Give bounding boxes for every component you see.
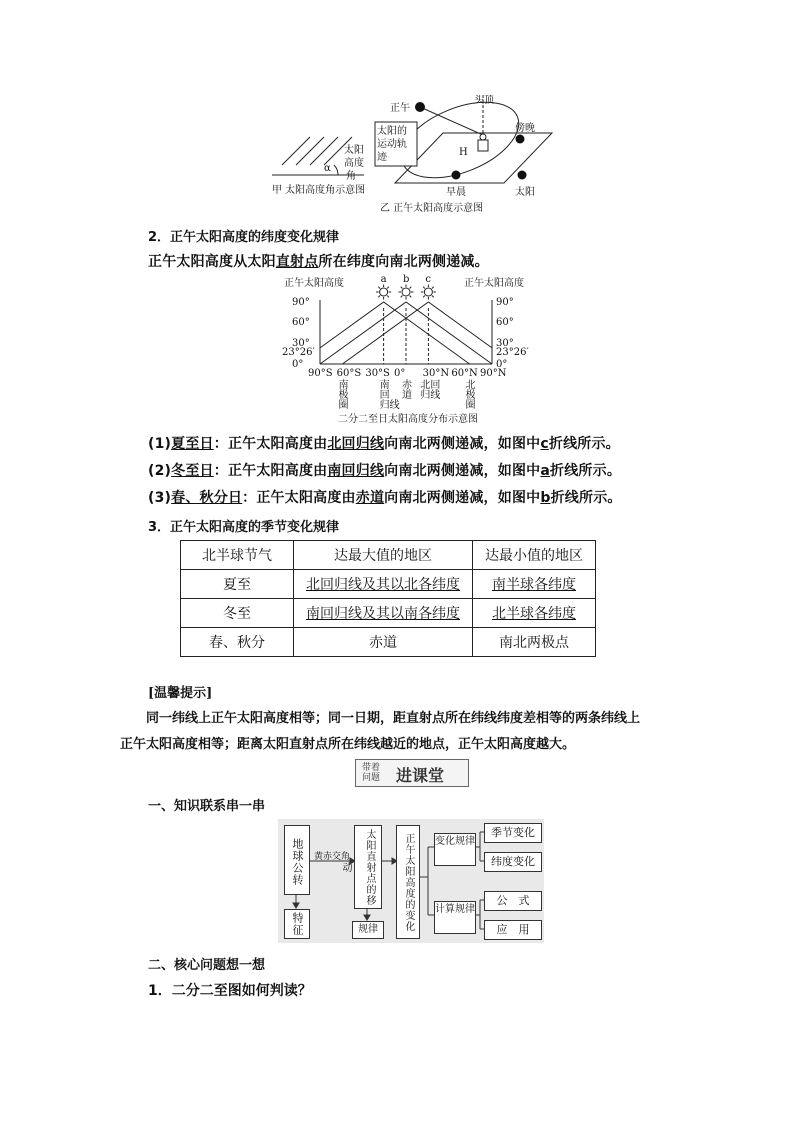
x-tick-label: 30°S (365, 368, 390, 379)
zone-label: 圈 (465, 400, 476, 411)
zone-label: 道 (402, 390, 412, 401)
class-banner (355, 759, 469, 787)
table-cell: 赤道 (294, 628, 473, 657)
item-text: 冬至日 (171, 463, 214, 479)
table-header: 达最大值的地区 (294, 541, 473, 570)
zone-label: 南 (379, 380, 390, 391)
list-item (148, 487, 622, 507)
zone-label: 归线 (379, 400, 400, 411)
svg-text:迹: 迹 (377, 152, 387, 163)
list-item (148, 433, 620, 453)
item-text: 向南北两侧递减，如图中 (384, 490, 541, 506)
morning-sun (452, 171, 461, 180)
zone-label: 极 (338, 390, 349, 401)
fig2-caption: 二分二至日太阳高度分布示意图 (338, 414, 478, 425)
zone-label: 归线 (420, 390, 441, 401)
sun-ray (378, 296, 380, 298)
left-tick-label: 30° (292, 338, 310, 349)
sun-altitude-figure (260, 95, 560, 217)
item-text: 春、秋分日 (171, 490, 243, 506)
noon-label: 正午 (390, 103, 410, 114)
rule-box: 规律 (352, 921, 384, 939)
sun-rays (272, 137, 364, 175)
section3-heading: 3．正午太阳高度的季节变化规律 (148, 520, 340, 535)
formula-box: 公 式 (484, 891, 542, 911)
morning-label: 早晨 (446, 187, 466, 198)
table-row (181, 599, 596, 628)
x-tick-labels (308, 368, 507, 379)
h-label: H (459, 147, 468, 158)
angle-label-3: 角 (346, 171, 356, 182)
alpha-label: α (324, 163, 331, 174)
banner-small-1: 带着 (362, 763, 381, 773)
sun-markers (376, 274, 436, 300)
item-text: (1) (148, 436, 172, 452)
table-cell: 北半球各纬度 (473, 599, 596, 628)
zone-label: 北回 (420, 380, 441, 391)
zone-label: 南 (338, 380, 349, 391)
noon-sun (415, 102, 425, 112)
angle-label-1: 太阳 (344, 145, 364, 156)
tip-line-1: 同一纬线上正午太阳高度相等；同一日期，距直射点所在纬线纬度差相等的两条纬线上 (146, 711, 641, 726)
x-tick-label: 30°N (422, 368, 450, 379)
svg-text:太阳的: 太阳的 (377, 126, 407, 137)
latitude-distribution-figure (280, 272, 540, 428)
list-item (148, 460, 621, 480)
table-header-row (181, 541, 596, 570)
table-row (181, 570, 596, 599)
item-text: c (540, 436, 549, 452)
table-cell: 南回归线及其以南各纬度 (294, 599, 473, 628)
table-header: 北半球节气 (181, 541, 294, 570)
table-cell: 北回归线及其以北各纬度 (294, 570, 473, 599)
movement-box: 太阳直射点的移动 (354, 825, 382, 909)
table-header: 达最小值的地区 (473, 541, 596, 570)
sun-ray (432, 296, 434, 298)
item-text: 向南北两侧递减，如图中 (384, 436, 541, 452)
item-text: ：正午太阳高度由 (213, 436, 328, 452)
table-cell: 夏至 (181, 570, 294, 599)
banner-small-2: 问题 (362, 773, 381, 783)
apply-box: 应 用 (484, 920, 542, 940)
right-tick-label: 90° (496, 297, 514, 308)
table-cell: 南北两极点 (473, 628, 596, 657)
right-tick-label: 30° (496, 338, 514, 349)
sun-ray (378, 287, 380, 289)
right-tick-label: 60° (496, 317, 514, 328)
left-tick-label: 0° (292, 359, 304, 370)
sun-label: a (380, 274, 387, 285)
sun-icon (424, 288, 432, 296)
left-tick-label: 90° (292, 297, 310, 308)
x-tick-label: 0° (394, 368, 406, 379)
season-change-box: 季节变化 (484, 823, 542, 843)
banner-big: 进课堂 (396, 766, 445, 785)
sun-ray (410, 287, 412, 289)
sun-label: c (425, 274, 432, 285)
item-text: 夏至日 (171, 436, 214, 452)
altitude-line (320, 302, 470, 364)
sun-ray (401, 287, 403, 289)
item-text: (2) (148, 463, 172, 479)
sun-dot (518, 171, 527, 180)
sun-ray (410, 296, 412, 298)
evening-label: 傍晚 (515, 123, 535, 134)
right-axis-title: 正午太阳高度 (464, 278, 524, 289)
arrow-label: 黄赤交角 (314, 852, 351, 862)
left-axis-title: 正午太阳高度 (284, 278, 344, 289)
item-text: 向南北两侧递减，如图中 (384, 463, 541, 479)
sun-ray (423, 287, 425, 289)
item-text: 北回归线 (327, 436, 385, 452)
sun-ray (423, 296, 425, 298)
item-text: a (540, 463, 551, 479)
zone-label: 赤 (402, 380, 412, 391)
evening-sun (516, 135, 525, 144)
tip-title: [温馨提示] (148, 686, 213, 701)
zone-label: 极 (465, 390, 476, 401)
section-two-heading: 二、核心问题想一想 (148, 958, 266, 973)
table-row (181, 628, 596, 657)
item-text: 南回归线 (327, 463, 385, 479)
angle-label-2: 高度 (344, 158, 364, 169)
left-tick-labels (282, 297, 315, 370)
zone-label: 北 (465, 380, 476, 391)
right-caption: 乙 正午太阳高度示意图 (380, 203, 484, 214)
table-cell: 冬至 (181, 599, 294, 628)
zenith-label: 头顶 (474, 95, 494, 106)
observer-figure (478, 134, 488, 151)
left-caption: 甲 太阳高度角示意图 (272, 185, 366, 196)
item-text: (3) (148, 490, 172, 506)
item-text: 折线所示。 (550, 490, 622, 506)
table-cell: 南半球各纬度 (473, 570, 596, 599)
svg-text:运动轨: 运动轨 (377, 139, 407, 150)
section2-heading: 2．正午太阳高度的纬度变化规律 (148, 230, 340, 245)
zone-label: 回 (379, 390, 390, 401)
item-text: ：正午太阳高度由 (242, 490, 356, 506)
item-text: 赤道 (355, 490, 385, 506)
sun-label: 太阳 (515, 187, 535, 198)
knowledge-flowchart (278, 819, 544, 943)
change-rule-box: 变化规律 (434, 833, 476, 866)
question-1: 1．二分二至图如何判读？ (148, 983, 312, 999)
table-cell: 春、秋分 (181, 628, 294, 657)
earth-revolution-box: 地球公转 (284, 825, 310, 895)
sun-ray (387, 296, 389, 298)
lat-change-box: 纬度变化 (484, 852, 542, 872)
calc-rule-box: 计算规律 (434, 901, 476, 934)
x-tick-label: 90°S (308, 368, 333, 379)
right-tick-label: 0° (496, 359, 508, 370)
feature-box: 特征 (284, 909, 310, 939)
sun-ray (401, 296, 403, 298)
zone-labels (338, 378, 475, 411)
right-tick-labels (496, 297, 529, 370)
sun-ray (387, 287, 389, 289)
track-label-box (375, 122, 417, 166)
section2-intro: 正午太阳高度从太阳直射点所在纬度向南北两侧递减。 (148, 254, 489, 270)
left-tick-label: 23°26′ (282, 347, 315, 358)
zone-label: 圈 (338, 400, 349, 411)
sun-icon (402, 288, 410, 296)
item-text: 折线所示。 (548, 436, 620, 452)
noon-altitude-lines (320, 302, 492, 364)
altitude-line (342, 302, 492, 364)
item-text: 折线所示。 (550, 463, 622, 479)
item-text: b (540, 490, 551, 506)
left-tick-label: 60° (292, 317, 310, 328)
item-text: ：正午太阳高度由 (213, 463, 328, 479)
right-tick-label: 23°26′ (496, 347, 529, 358)
x-tick-label: 90°N (480, 368, 507, 379)
tip-line-2: 正午太阳高度相等；距离太阳直射点所在纬线越近的地点，正午太阳高度越大。 (120, 737, 576, 752)
x-tick-label: 60°S (336, 368, 362, 379)
x-tick-label: 60°N (451, 368, 478, 379)
noon-change-box: 正午太阳高度的变化 (396, 825, 420, 939)
sun-icon (380, 288, 388, 296)
section-one-heading: 一、知识联系串一串 (148, 799, 266, 814)
sun-ray (432, 287, 434, 289)
season-table (180, 540, 596, 657)
sun-label: b (403, 274, 410, 285)
